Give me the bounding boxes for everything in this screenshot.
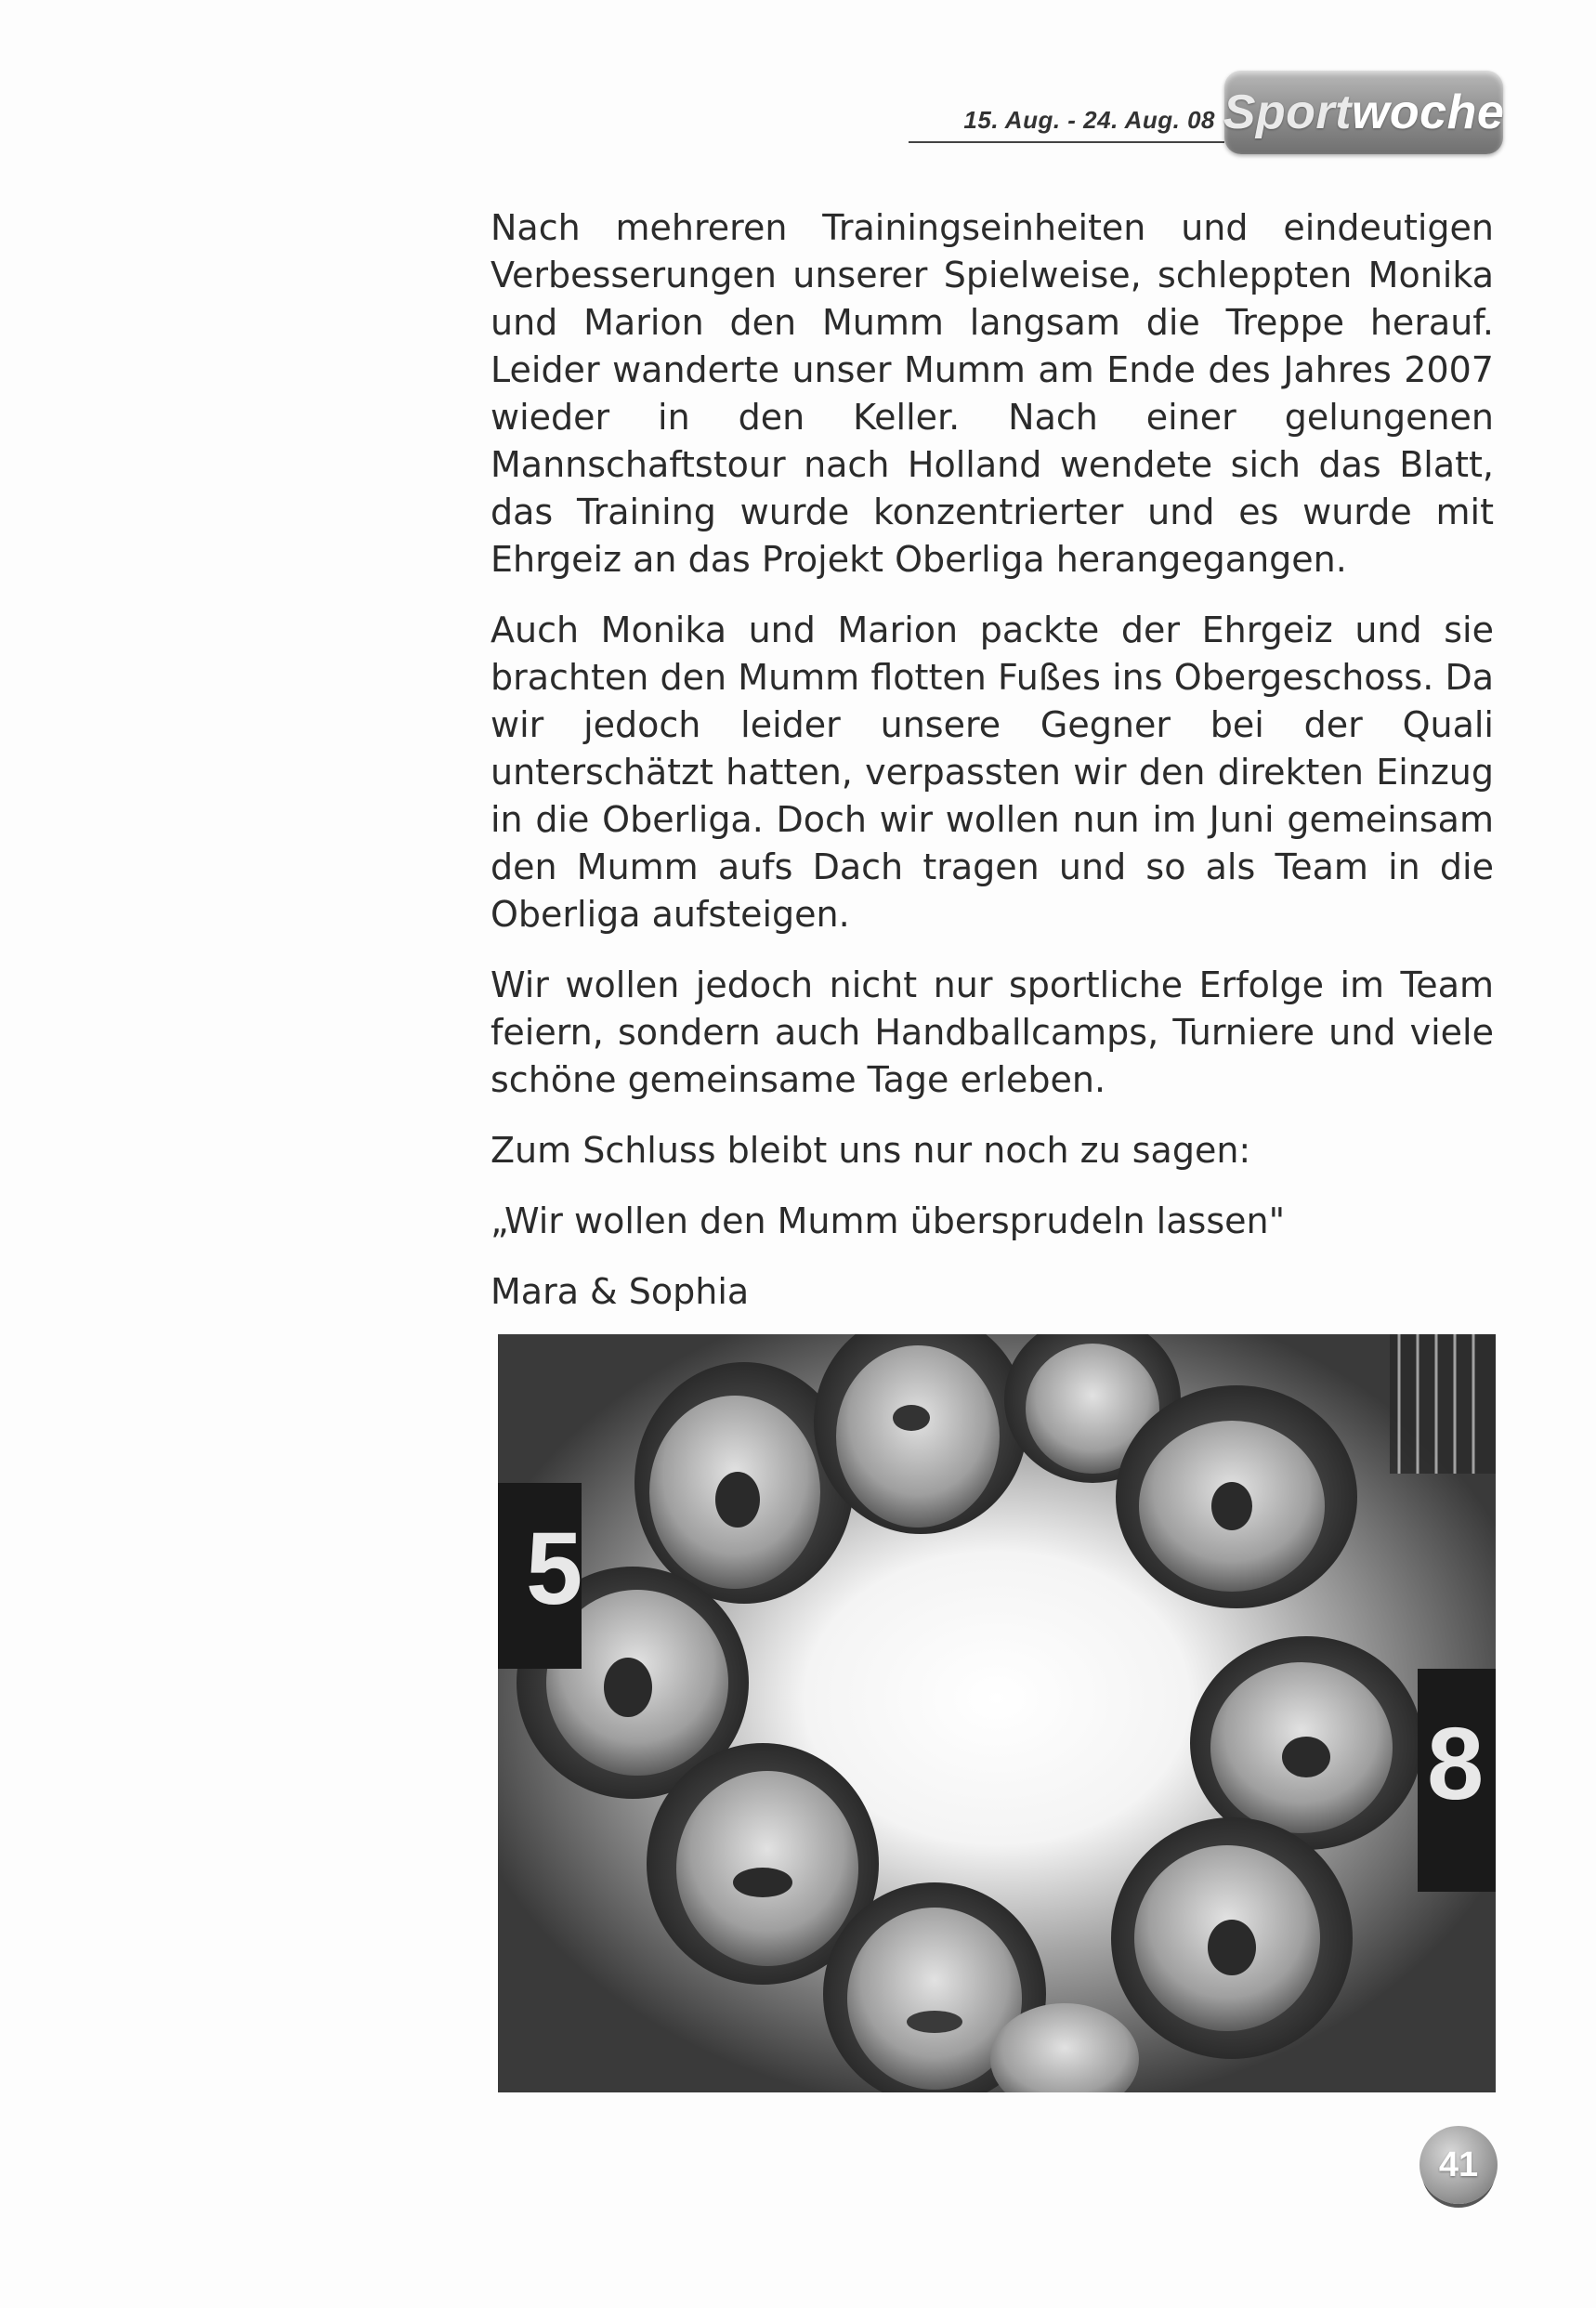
header-rule (909, 141, 1224, 143)
article-body (491, 204, 1494, 1339)
photo-illustration (498, 1334, 1496, 2092)
logo-text-a: Sport (1223, 85, 1352, 139)
paragraph-3: Wir wollen jedoch nicht nur sportliche Erfolge im Team feiern, sondern auch Handballcamps, Turniere und viele schöne gemeinsame Tage erleben. (491, 964, 1494, 1100)
quote: „Wir wollen den Mumm übersprudeln lassen" (491, 1200, 1286, 1241)
paragraph-1: Nach mehreren Trainingseinheiten und eindeutigen Verbesserungen unserer Spielweise, schleppten Monika und Marion den Mumm langsam die Treppe herauf. Leider wanderte unser Mumm am Ende des Jahres 2007 wieder in den Keller. Nach einer gelungenen Mannschaftstour nach Holland wendete sich das Blatt, das Training wurde konzentrierter und es wurde mit Ehrgeiz an das Projekt Oberliga herangegangen. (491, 207, 1494, 580)
sportwoche-logo (1224, 71, 1503, 154)
author-signoff: Mara & Sophia (491, 1271, 750, 1312)
logo-text-b: woche (1351, 85, 1505, 139)
jersey-number-right: 8 (1427, 1707, 1485, 1821)
paragraph-2: Auch Monika und Marion packte der Ehrgeiz und sie brachten den Mumm flotten Fußes ins Obergeschoss. Da wir jedoch leider unsere Gegner bei der Quali unterschätzt hatten, verpassten wir den direkten Einzug in die Oberliga. Doch wir wollen nun im Juni gemeinsam den Mumm aufs Dach tragen und so als Team in die Oberliga aufsteigen. (491, 610, 1494, 935)
team-huddle-photo (498, 1334, 1496, 2092)
date-range: 15. Aug. - 24. Aug. 08 (963, 106, 1215, 134)
paragraph-4: Zum Schluss bleibt uns nur noch zu sagen: (491, 1130, 1251, 1171)
jersey-number-left: 5 (526, 1512, 583, 1626)
page-number: 41 (1419, 2126, 1498, 2204)
page-header (797, 65, 1503, 149)
